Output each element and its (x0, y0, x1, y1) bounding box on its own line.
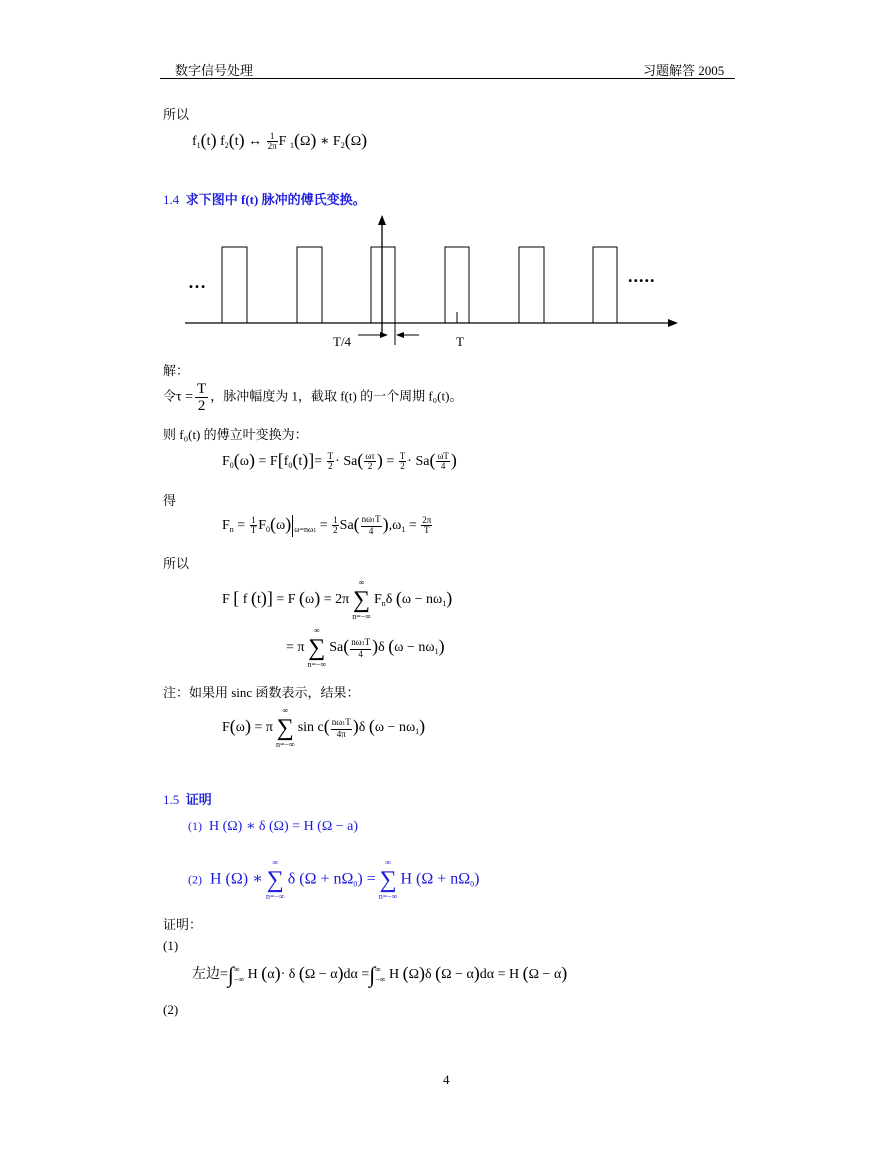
proof-part-1-label: (1) (163, 938, 179, 953)
problem-number: 1.4 (163, 192, 180, 207)
problem-1-5-item-1: (1) H (Ω) ∗ δ (Ω) = H (Ω − a) (188, 819, 359, 834)
so-label: 所以 (163, 556, 190, 571)
equation-fourier-series-1: F [ f (t)] = F (ω) = 2π ∞ ∑ n=−∞ $F_n\delta$ $(\omega - n\omega_1)$ (222, 578, 453, 621)
equation-f0-transform: $F_0(\omega) = F[f_0(t)]=$ $\frac{T}{2}$ · Sa( $\frac{\omega\tau}{2}$ ) = $\frac{T}{2}$ · Sa( $\frac{\omega T}{4}$ ) (222, 450, 457, 472)
problem-title: 证明 (185, 792, 212, 807)
let-word: 令 (163, 388, 177, 404)
equation-fn: $F_n$ = $\frac{1}{T}$ $F_0(\omega) _{\omega=n\omega 1}$ = $\frac{1}{2}$ Sa( $\frac{n\omega 1T}{4}$ )$,\omega_1$ = $\frac{2\pi}{T}$ (222, 514, 432, 537)
line1-text: ，脉冲幅度为 1，截取 f(t) 的一个周期 f₀(t)。 (210, 388, 463, 404)
pulse-train-figure (180, 212, 690, 352)
pulse (297, 247, 322, 323)
time-axis-arrow (668, 319, 678, 327)
pulse (445, 247, 469, 323)
pulse (519, 247, 544, 323)
problem-number: 1.5 (163, 792, 180, 807)
pulse (593, 247, 617, 323)
problem-1-5-heading (163, 789, 212, 808)
note-line: 注：如果用 sinc 函数表示，结果： (163, 685, 360, 700)
left-ellipsis: … (188, 272, 207, 292)
equation-convolution: $f_1(t)$ $f_2(t)$ ↔ $\frac{1}{2\pi}$ F $_1$(Ω) ∗ $F_2(\Omega)$ (192, 130, 368, 152)
page-number: 4 (443, 1072, 450, 1087)
equation-proof-1: 左边=∫ ∞ −∞ H (α)· δ (Ω − α)dα =∫ ∞ −∞ H (Ω)δ (Ω − α)dα = H (Ω − α) (192, 962, 568, 987)
equation-fourier-series-2: = π ∞ ∑ n=−∞ Sa( $\frac{n\omega 1T}{4}$ )δ $(\omega - n\omega_1)$ (286, 626, 445, 669)
label-quarter-period: T/4 (333, 334, 352, 349)
label-period: T (456, 334, 464, 349)
left-side-word: 左边 (192, 967, 220, 982)
amplitude-axis-arrow (378, 215, 386, 225)
header-rule (160, 78, 735, 79)
pulse (222, 247, 247, 323)
proof-part-2-label: (2) (163, 1002, 179, 1017)
problem-1-5-item-2: (2) H (Ω) ∗ ∞ ∑ n=−∞ δ $(\Omega + n\Omega_0)$ = ∞ ∑ n=−∞ H $(\Omega + n\Omega_0)$ (188, 858, 480, 901)
right-ellipsis: ..... (628, 266, 656, 286)
header-title: 数字信号处理 (175, 63, 254, 78)
pulse (371, 247, 395, 323)
equation-sinc-form: F(ω) = π ∞ ∑ n=−∞ sin c( $\frac{n\omega 1T}{4\pi}$ )δ $(\omega - n\omega_1)$ (222, 706, 426, 749)
item-label: (2) (188, 872, 202, 887)
problem-1-4-heading (163, 189, 366, 208)
solution-line-2: 则 f₀(t) 的傅立叶变换为： (163, 427, 308, 442)
intro-label: 所以 (163, 107, 190, 122)
problem-title: 求下图中 f(t) 脉冲的傅氏变换。 (185, 192, 366, 207)
proof-label: 证明： (163, 917, 203, 932)
get-label: 得 (163, 493, 177, 508)
item-label: (1) (188, 819, 202, 833)
solution-label: 解： (163, 363, 190, 378)
header-right: 习题解答 2005 (643, 63, 725, 78)
solution-line-1: 令τ = $\frac{T}{2}$ ，脉冲幅度为 1，截取 f(t) 的一个周期 f₀(t)。 (163, 381, 463, 414)
